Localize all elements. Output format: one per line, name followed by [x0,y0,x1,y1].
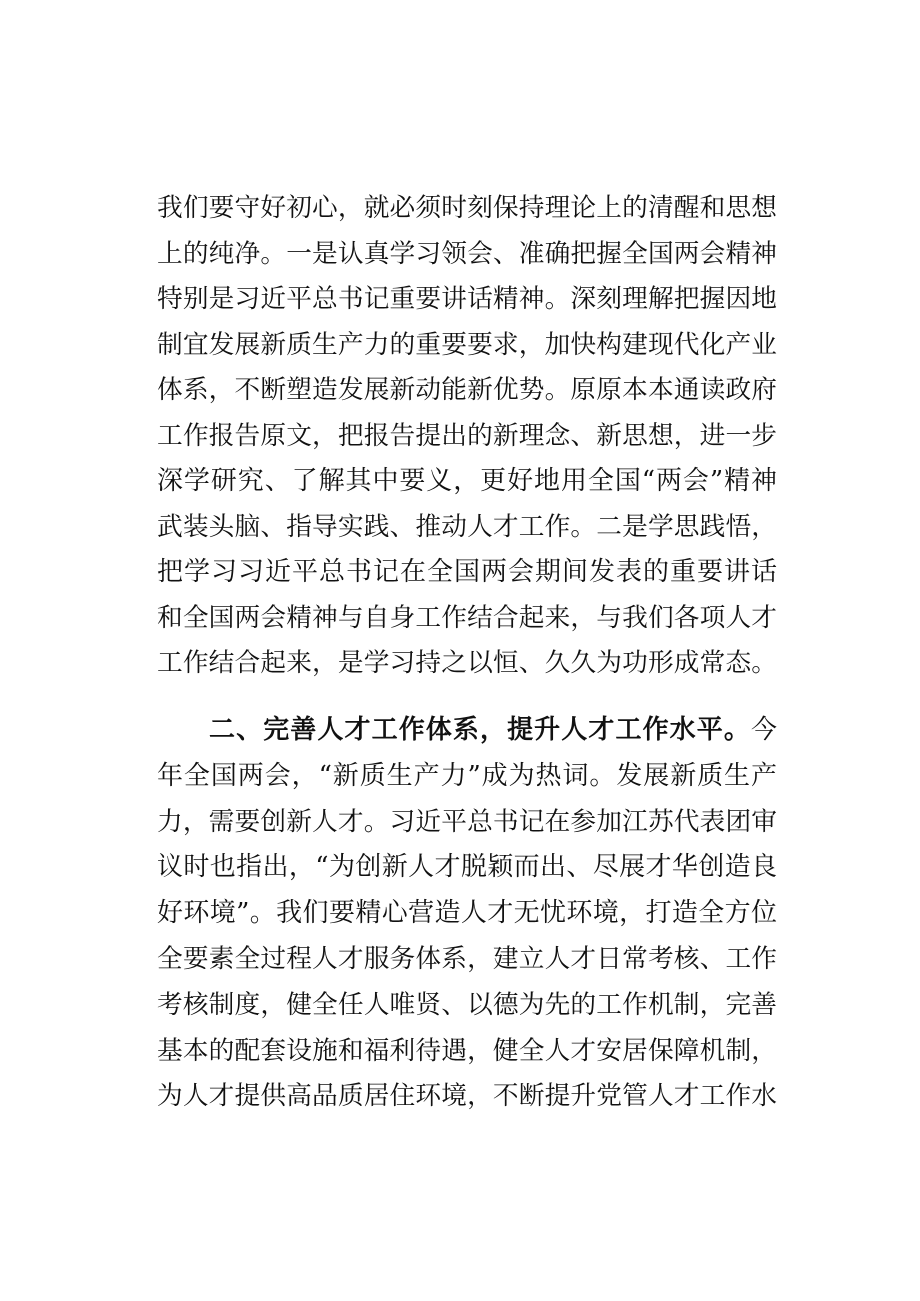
text-line: 工作结合起来，是学习持之以恒、久久为功形成常态。 [157,648,777,678]
section-heading: 二、完善人才工作体系，提升人才工作水平。 [209,715,751,745]
paragraph-one [157,186,777,687]
text-line: 基本的配套设施和福利待遇，健全人才安居保障机制， [157,1035,777,1066]
text-line: 把学习习近平总书记在全国两会期间发表的重要讲话 [157,557,777,587]
text-line: 全要素全过程人才服务体系，建立人才日常考核、工作 [157,943,777,974]
text-line: 上的纯净。一是认真学习领会、准确把握全国两会精神 [157,238,777,269]
heading-line [157,708,777,754]
text-line: 为人才提供高品质居住环境，不断提升党管人才工作水 [157,1081,777,1112]
text-line: 考核制度，健全任人唯贤、以德为先的工作机制，完善 [157,989,777,1020]
text-line: 议时也指出，“为创新人才脱颖而出、尽展才华创造良 [157,852,777,883]
text-line: 工作报告原文，把报告提出的新理念、新思想，进一步 [157,420,777,451]
paragraph-two [157,708,777,1120]
text-line: 年全国两会，“新质生产力”成为热词。发展新质生产 [157,760,777,791]
text-line: 和全国两会精神与自身工作结合起来，与我们各项人才 [157,602,777,633]
text-line: 体系，不断塑造发展新动能新优势。原原本本通读政府 [157,375,777,405]
text-line: 制宜发展新质生产力的重要要求，加快构建现代化产业 [157,329,777,360]
text-line: 好环境”。我们要精心营造人才无忧环境，打造全方位 [157,898,777,929]
text-line: 深学研究、了解其中要义，更好地用全国“两会”精神 [157,466,777,496]
text-line: 力，需要创新人才。习近平总书记在参加江苏代表团审 [157,806,777,837]
text-line: 我们要守好初心，就必须时刻保持理论上的清醒和思想 [157,193,777,223]
text-line: 武装头脑、指导实践、推动人才工作。二是学思践悟， [157,511,777,542]
text-line: 特别是习近平总书记重要讲话精神。深刻理解把握因地 [157,284,777,314]
heading-line-rest: 今 [750,715,777,745]
